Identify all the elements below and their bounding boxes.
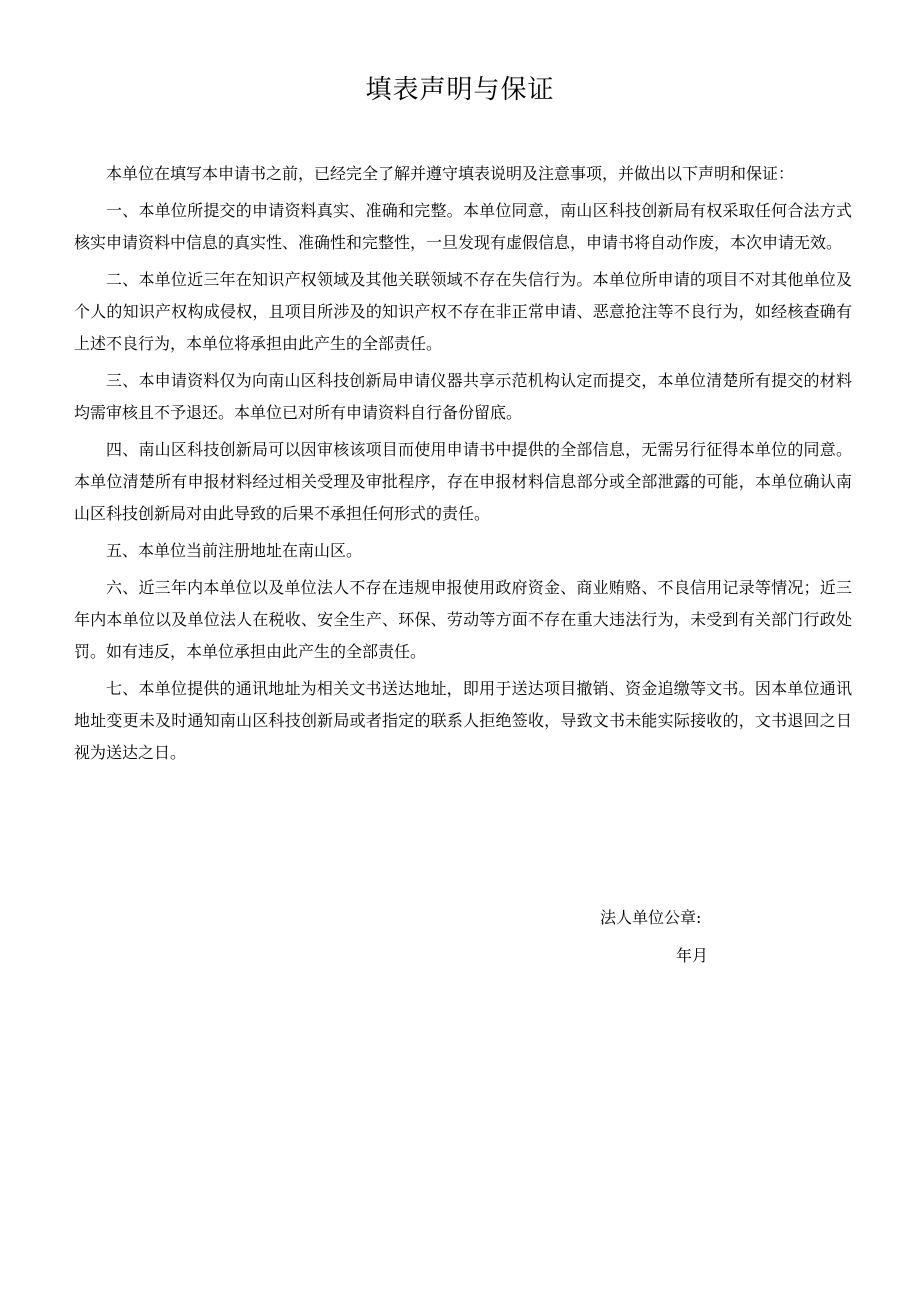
page-title: 填表声明与保证 bbox=[365, 75, 555, 105]
clause-5-paragraph: 五、本单位当前注册地址在南山区。 bbox=[106, 541, 363, 560]
clause-2-paragraph: 二、本单位近三年在知识产权领域及其他关联领域不存在失信行为。本单位所申请的项目不对其他单位及个人的知识产权构成侵权，且项目所涉及的知识产权不存在非正常申请、恶意抢注等不良行为，如经核查确有上述不良行为，本单位将承担由此产生的全部责任。 bbox=[74, 270, 852, 353]
seal-label: 法人单位公章: bbox=[600, 908, 702, 927]
intro-paragraph: 本单位在填写本申请书之前，已经完全了解并遵守填表说明及注意事项，并做出以下声明和保证： bbox=[106, 164, 795, 183]
clause-3-paragraph: 三、本申请资料仅为向南山区科技创新局申请仪器共享示范机构认定而提交，本单位清楚所有提交的材料均需审核且不予退还。本单位已对所有申请资料自行备份留底。 bbox=[74, 371, 852, 422]
clause-1-paragraph: 一、本单位所提交的申请资料真实、准确和完整。本单位同意，南山区科技创新局有权采取任何合法方式核实申请资料中信息的真实性、准确性和完整性，一旦发现有虚假信息，申请书将自动作废，本次申请无效。 bbox=[74, 201, 852, 252]
declaration-body bbox=[74, 158, 852, 774]
clause-6-paragraph: 六、近三年内本单位以及单位法人不存在违规申报使用政府资金、商业贿赂、不良信用记录等情况；近三年内本单位以及单位法人在税收、安全生产、环保、劳动等方面不存在重大违法行为，未受到有关部门行政处罚。如有违反，本单位承担由此产生的全部责任。 bbox=[74, 578, 852, 661]
clause-4-paragraph: 四、南山区科技创新局可以因审核该项目而使用申请书中提供的全部信息，无需另行征得本单位的同意。本单位清楚所有申报材料经过相关受理及审批程序，存在申报材料信息部分或全部泄露的可能，本单位确认南山区科技创新局对由此导致的后果不承担任何形式的责任。 bbox=[74, 440, 852, 523]
date-label: 年月 bbox=[676, 946, 709, 965]
clause-7-paragraph: 七、本单位提供的通讯地址为相关文书送达地址，即用于送达项目撤销、资金追缴等文书。因本单位通讯地址变更未及时通知南山区科技创新局或者指定的联系人拒绝签收，导致文书未能实际接收的，文书退回之日视为送达之日。 bbox=[74, 679, 852, 762]
